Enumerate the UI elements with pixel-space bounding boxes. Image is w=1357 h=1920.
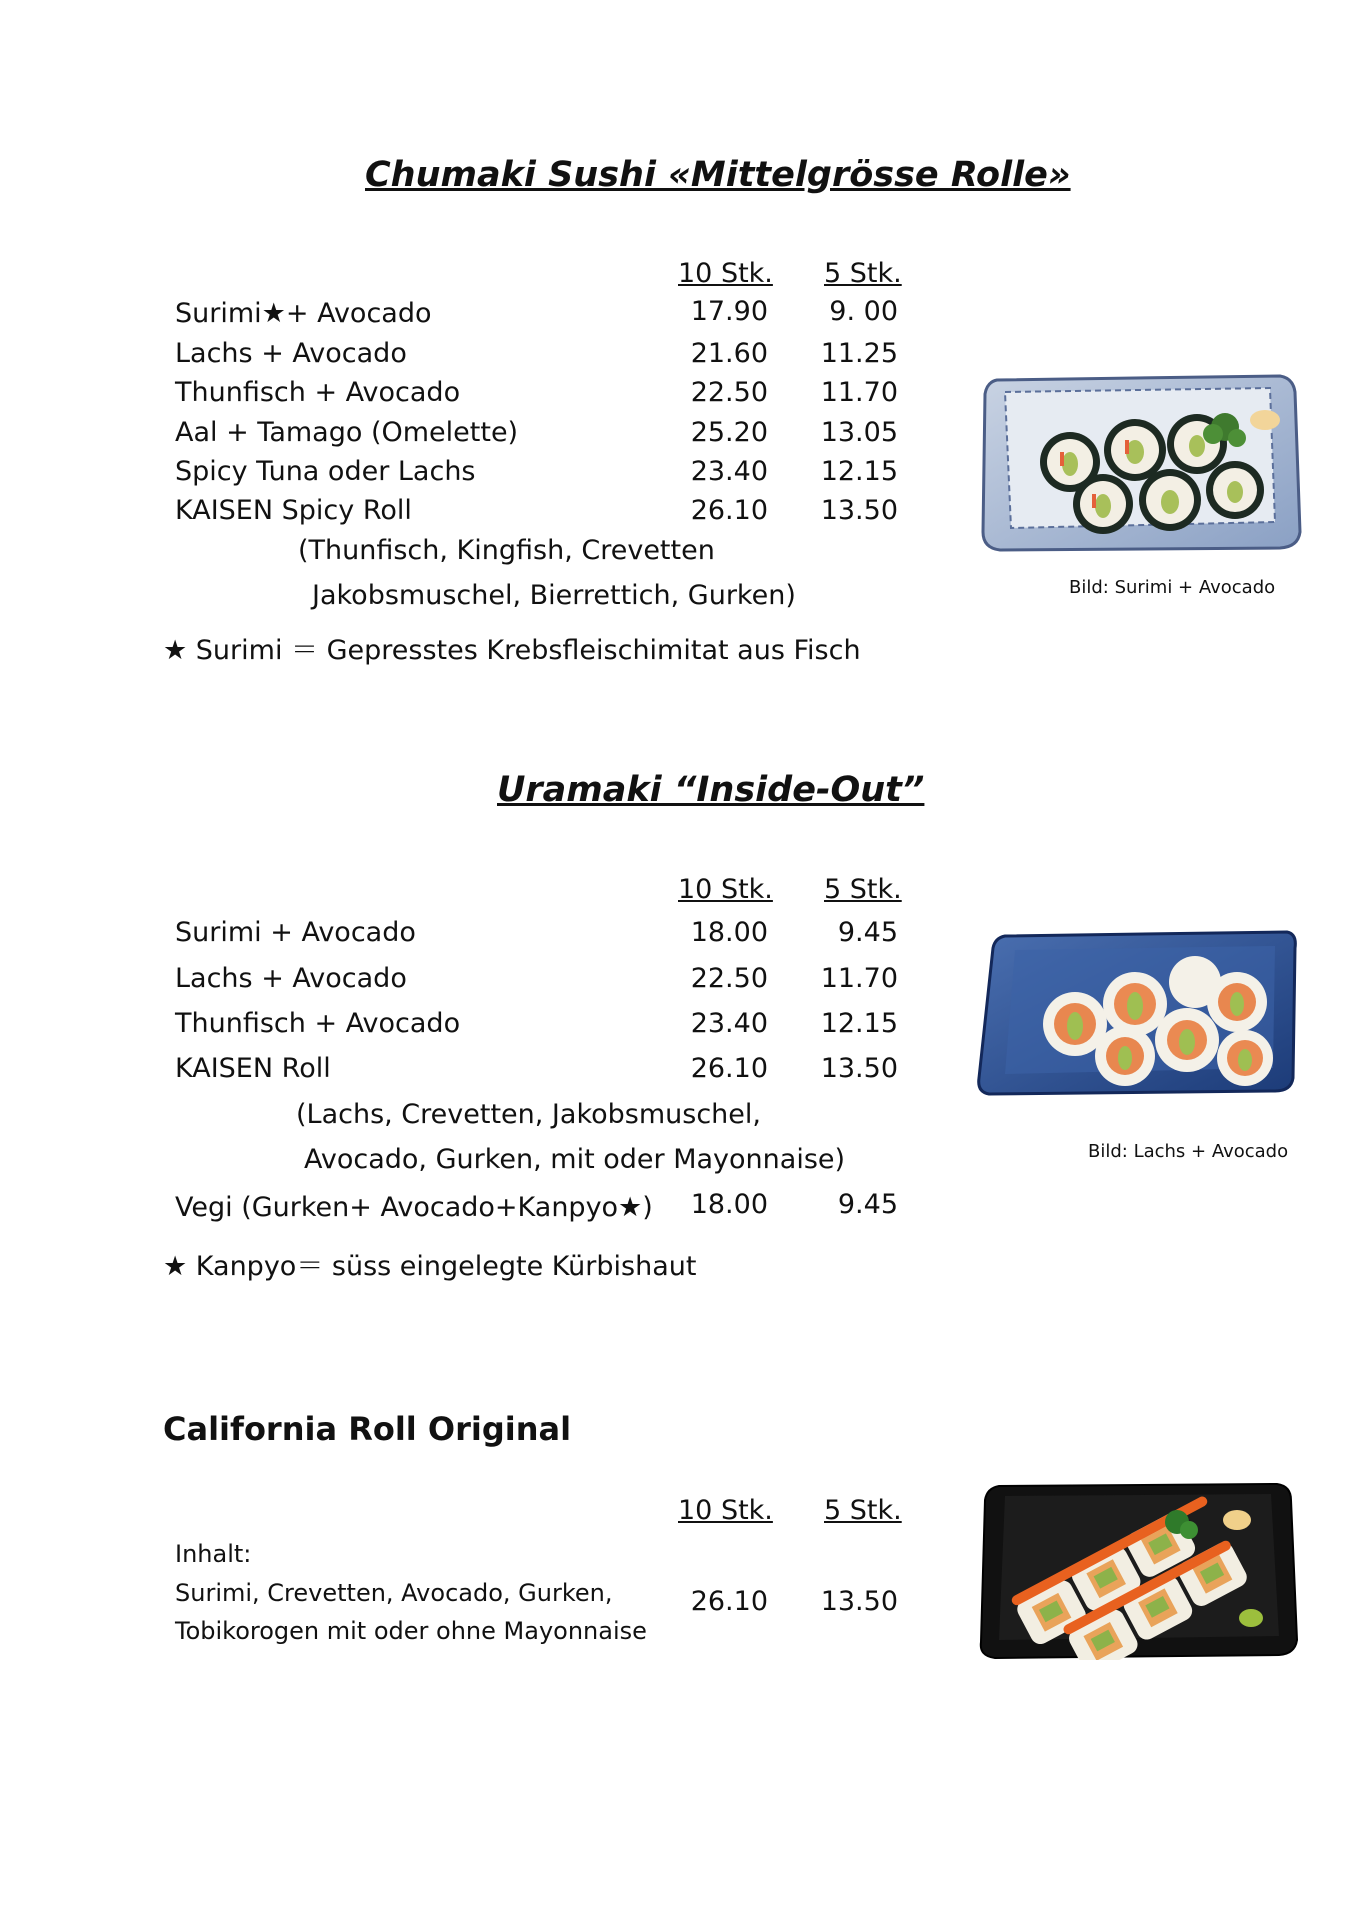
- chumaki-item-price-5: 11.70: [820, 377, 898, 408]
- chumaki-item-price-10: 26.10: [690, 495, 768, 526]
- chumaki-item-price-5: 13.50: [820, 495, 898, 526]
- lachs-avocado-caption: Bild: Lachs + Avocado: [1088, 1141, 1289, 1162]
- california-col-10-header: 10 Stk.: [678, 1495, 773, 1526]
- chumaki-item-price-5: 12.15: [820, 456, 898, 487]
- uramaki-item-price-10: 22.50: [690, 963, 768, 994]
- uramaki-item-price-10: 23.40: [690, 1008, 768, 1039]
- california-contents-line: Surimi, Crevetten, Avocado, Gurken,: [175, 1579, 613, 1607]
- uramaki-item-name: KAISEN Roll: [175, 1053, 331, 1084]
- california-price-5: 13.50: [820, 1586, 898, 1617]
- chumaki-detail-line: (Thunfisch, Kingfish, Crevetten: [298, 535, 715, 566]
- chumaki-item-price-5: 13.05: [820, 417, 898, 448]
- chumaki-item-price-10: 21.60: [690, 338, 768, 369]
- chumaki-col-5-header: 5 Stk.: [824, 258, 902, 289]
- uramaki-item-price-5: 11.70: [820, 963, 898, 994]
- chumaki-item-price-10: 17.90: [690, 296, 768, 327]
- chumaki-item-price-10: 22.50: [690, 377, 768, 408]
- uramaki-item-price-5: 13.50: [820, 1053, 898, 1084]
- california-title: California Roll Original: [163, 1410, 572, 1448]
- surimi-avocado-photo: [975, 372, 1305, 557]
- lachs-avocado-photo: [975, 928, 1300, 1098]
- chumaki-item-name: Thunfisch + Avocado: [175, 377, 461, 408]
- chumaki-item-name: Spicy Tuna oder Lachs: [175, 456, 476, 487]
- chumaki-detail-line: Jakobsmuschel, Bierrettich, Gurken): [312, 580, 796, 611]
- uramaki-item-name: Thunfisch + Avocado: [175, 1008, 461, 1039]
- surimi-avocado-caption: Bild: Surimi + Avocado: [1069, 577, 1276, 598]
- chumaki-col-10-header: 10 Stk.: [678, 258, 773, 289]
- uramaki-title: Uramaki “Inside-Out”: [497, 770, 925, 810]
- uramaki-item-price-5: 9.45: [837, 917, 898, 948]
- uramaki-item-price-10: 18.00: [690, 917, 768, 948]
- uramaki-col-10-header: 10 Stk.: [678, 874, 773, 905]
- chumaki-item-name: Surimi★+ Avocado: [175, 298, 432, 329]
- uramaki-col-5-header: 5 Stk.: [824, 874, 902, 905]
- uramaki-item-price-5: 12.15: [820, 1008, 898, 1039]
- chumaki-item-price-10: 25.20: [690, 417, 768, 448]
- chumaki-title: Chumaki Sushi «Mittelgrösse Rolle»: [365, 155, 1071, 195]
- chumaki-footnote: ★ Surimi ＝ Gepresstes Krebsfleischimitat aus Fisch: [163, 635, 861, 666]
- uramaki-detail-line: (Lachs, Crevetten, Jakobsmuschel,: [296, 1099, 761, 1130]
- uramaki-item-price-10: 26.10: [690, 1053, 768, 1084]
- california-price-10: 26.10: [690, 1586, 768, 1617]
- uramaki-footnote: ★ Kanpyo＝ süss eingelegte Kürbishaut: [163, 1251, 697, 1282]
- chumaki-item-price-5: 9. 00: [829, 296, 898, 327]
- uramaki-detail-line: Avocado, Gurken, mit oder Mayonnaise): [304, 1144, 846, 1175]
- chumaki-item-name: Aal + Tamago (Omelette): [175, 417, 519, 448]
- uramaki-vegi-price-5: 9.45: [837, 1189, 898, 1220]
- chumaki-item-price-5: 11.25: [820, 338, 898, 369]
- uramaki-vegi-price-10: 18.00: [690, 1189, 768, 1220]
- uramaki-item-name: Lachs + Avocado: [175, 963, 407, 994]
- uramaki-vegi-name: Vegi (Gurken+ Avocado+Kanpyo★): [175, 1192, 653, 1223]
- chumaki-item-price-10: 23.40: [690, 456, 768, 487]
- california-contents-label: Inhalt:: [175, 1540, 252, 1568]
- california-contents-line: Tobikorogen mit oder ohne Mayonnaise: [175, 1617, 647, 1645]
- uramaki-item-name: Surimi + Avocado: [175, 917, 416, 948]
- california-col-5-header: 5 Stk.: [824, 1495, 902, 1526]
- chumaki-item-name: KAISEN Spicy Roll: [175, 495, 412, 526]
- california-roll-photo: [975, 1480, 1301, 1660]
- chumaki-item-name: Lachs + Avocado: [175, 338, 407, 369]
